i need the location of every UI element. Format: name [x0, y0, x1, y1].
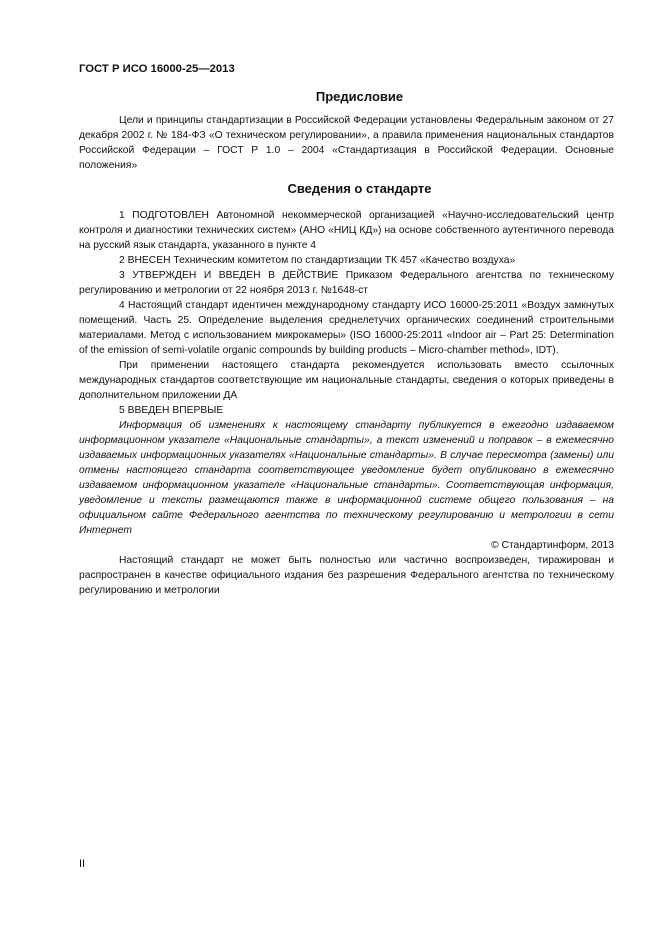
info-item-4: 4 Настоящий стандарт идентичен международному стандарту ИСО 16000-25:2011 «Воздух замкнутых помещений. Часть 25. Определение выделения среднелетучих органических соединений строительными материалами. Метод с использованием микрокамеры» (ISO 16000-25:2011 «Indoor air – Part 25: Determination of the emission of semi-volatile organic compounds by building products – Micro-chamber method», IDT). — [79, 300, 614, 356]
document-code-header: ГОСТ Р ИСО 16000-25—2013 — [79, 63, 235, 75]
preface-title: Предисловие — [315, 89, 404, 104]
info-item-5: 5 ВВЕДЕН ВПЕРВЫЕ — [119, 405, 224, 416]
standard-info-title: Сведения о стандарте — [287, 181, 432, 196]
info-references-note: При применении настоящего стандарта рекомендуется использовать вместо ссылочных международных стандартов соответствующие им национальные стандарты, сведения о которых приведены в дополнительном приложении ДА — [79, 360, 614, 401]
changes-info-note: Информация об изменениях к настоящему стандарту публикуется в ежегодно издаваемом информационном указателе «Национальные стандарты», а текст изменений и поправок – в ежемесячно издаваемых информационных указателях «Национальные стандарты». В случае пересмотра (замены) или отмены настоящего стандарта соответствующее уведомление будет опубликовано в ежемесячно издаваемом информационном указателе «Национальные стандарты». Соответствующая информация, уведомление и тексты размещаются также в информационной системе общего пользования – на официальном сайте Федерального агентства по техническому регулированию и метрологии в сети Интернет — [79, 420, 614, 536]
preface-paragraph: Цели и принципы стандартизации в Российской Федерации установлены Федеральным законом от 27 декабря 2002 г. № 184-ФЗ «О техническом регулировании», а правила применения национальных стандартов Российской Федерации – ГОСТ Р 1.0 – 2004 «Стандартизация в Российской Федерации. Основные положения» — [79, 115, 614, 171]
reproduction-notice: Настоящий стандарт не может быть полностью или частично воспроизведен, тиражирован и распространен в качестве официального издания без разрешения Федерального агентства по техническому регулированию и метрологии — [79, 555, 614, 596]
copyright-line: © Стандартинформ, 2013 — [491, 540, 614, 551]
page-number: II — [79, 858, 86, 870]
info-item-2: 2 ВНЕСЕН Техническим комитетом по стандартизации ТК 457 «Качество воздуха» — [119, 255, 516, 266]
info-item-3: 3 УТВЕРЖДЕН И ВВЕДЕН В ДЕЙСТВИЕ Приказом Федерального агентства по техническому регулированию и метрологии от 22 ноября 2013 г. №1648-ст — [79, 270, 614, 296]
preface-section — [79, 113, 614, 173]
standard-info-section — [79, 208, 614, 598]
info-item-1: 1 ПОДГОТОВЛЕН Автономной некоммерческой организацией «Научно-исследовательский центр контроля и диагностики технических систем» (АНО «НИЦ КД») на основе собственного аутентичного перевода на русский язык стандарта, указанного в пункте 4 — [79, 210, 614, 251]
